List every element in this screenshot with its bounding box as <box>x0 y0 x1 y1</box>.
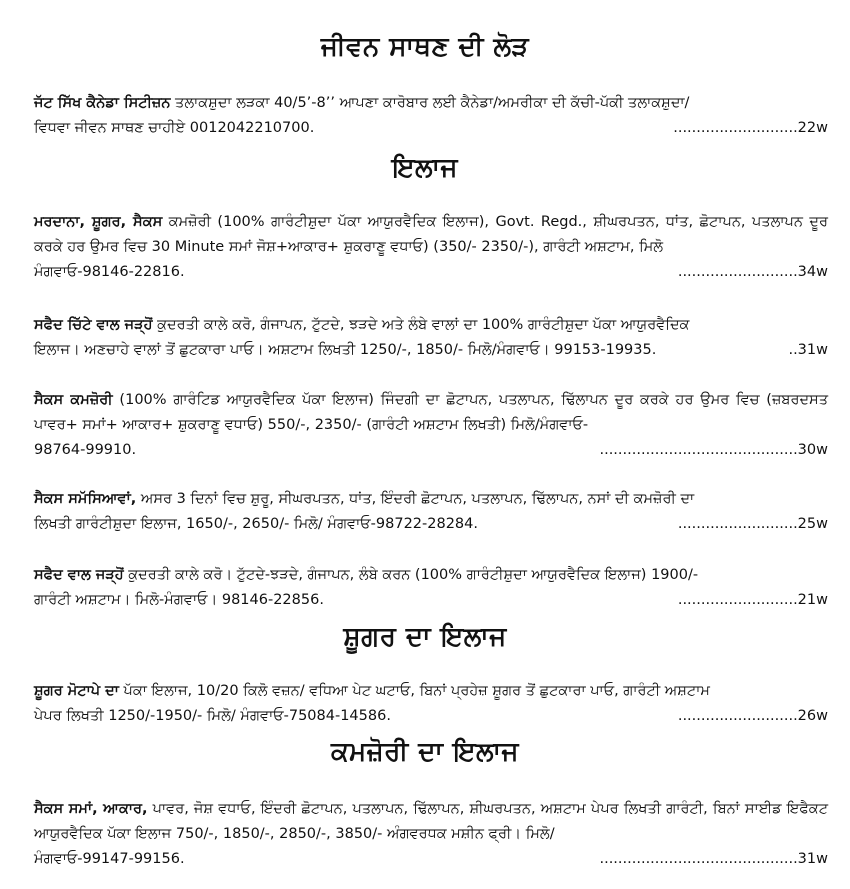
section-heading-matrimonial: ਜੀਵਨ ਸਾਥਣ ਦੀ ਲੋੜ <box>320 32 530 62</box>
ad-tail: ਮੰਗਵਾਓ-98146-22816. <box>34 264 185 280</box>
ad-last-line <box>34 704 828 729</box>
section-heading-treatment: ਇਲਾਜ <box>391 153 459 183</box>
ad-code: ..........................21w <box>677 592 828 608</box>
ad-lead: ਸਫੈਦ ਵਾਲ ਜੜ੍ਹੋਂ <box>34 567 124 583</box>
ad-body: ਪੱਕਾ ਇਲਾਜ, 10/20 ਕਿਲੋ ਵਜ਼ਨ/ ਵਧਿਆ ਪੇਟ ਘਟਾਓ, ਬਿਨਾਂ ਪ੍ਰਹੇਜ਼ ਸ਼ੂਗਰ ਤੋਂ ਛੁਟਕਾਰਾ ਪਾਓ, ਗਾਰੰਟੀ ਅਸ਼ਟਾਮ <box>118 683 710 699</box>
ad-tail: ਪੇਪਰ ਲਿਖਤੀ 1250/-1950/- ਮਿਲੋ/ ਮੰਗਵਾਓ-75084-14586. <box>34 708 391 724</box>
ad-code: ...........................................31w <box>599 851 828 867</box>
section-heading-weakness-treatment: ਕਮਜ਼ੋਰੀ ਦਾ ਇਲਾਜ <box>330 737 520 767</box>
classified-ad <box>34 563 828 613</box>
ad-lead: ਸੈਕਸ ਸਮਾਂ, ਆਕਾਰ, <box>34 801 148 817</box>
ad-body: ਅਸਰ 3 ਦਿਨਾਂ ਵਿਚ ਸ਼ੁਰੂ, ਸੀਘਰਪਤਨ, ਧਾਂਤ, ਇੰਦਰੀ ਛੋਟਾਪਨ, ਪਤਲਾਪਨ, ਢਿੱਲਾਪਨ, ਨਸਾਂ ਦੀ ਕਮਜ਼ੋਰੀ ਦਾ <box>136 491 695 507</box>
classified-ad <box>34 797 828 872</box>
ad-tail: ਗਾਰੰਟੀ ਅਸ਼ਟਾਮ। ਮਿਲੋ-ਮੰਗਵਾਓ। 98146-22856. <box>34 592 324 608</box>
ad-code: ...........................22w <box>673 120 828 136</box>
ad-lead: ਸੈਕਸ ਕਮਜ਼ੋਰੀ <box>34 392 113 408</box>
ad-last-line <box>34 512 828 537</box>
classified-ad <box>34 487 828 537</box>
classified-ad <box>34 91 828 141</box>
ad-lead: ਸ਼ੂਗਰ ਮੋਟਾਪੇ ਦਾ <box>34 683 119 699</box>
classified-ad <box>34 210 828 285</box>
ad-lead: ਸੈਕਸ ਸਮੱਸਿਆਵਾਂ, <box>34 491 137 507</box>
ad-body: (100% ਗਾਰੰਟਿਡ ਆਯੁਰਵੈਦਿਕ ਪੱਕਾ ਇਲਾਜ) ਜਿੰਦਗੀ ਦਾ ਛੋਟਾਪਨ, ਪਤਲਾਪਨ, ਢਿੱਲਾਪਨ ਦੂਰ ਕਰਕੇ ਹਰ ਉਮਰ ਵਿਚ (ਜ਼ਬਰਦਸਤ ਪਾਵਰ+ ਸਮਾਂ+ ਆਕਾਰ+ ਸ਼ੁਕਰਾਣੂ ਵਧਾਓ) 550/-, 2350/- (ਗਾਰੰਟੀ ਅਸ਼ਟਾਮ ਲਿਖਤੀ) ਮਿਲੋ/ਮੰਗਵਾਓ- <box>34 392 828 433</box>
ad-body: ਕਮਜ਼ੋਰੀ (100% ਗਾਰੰਟੀਸ਼ੁਦਾ ਪੱਕਾ ਆਯੁਰਵੈਦਿਕ ਇਲਾਜ), Govt. Regd., ਸ਼ੀਘਰਪਤਨ, ਧਾਂਤ, ਛੋਟਾਪਨ, ਪਤਲਾਪਨ ਦੂਰ ਕਰਕੇ ਹਰ ਉਮਰ ਵਿਚ 30 Minute ਸਮਾਂ ਜੋਸ਼+ਆਕਾਰ+ ਸ਼ੁਕਰਾਣੂ ਵਧਾਓ) (350/- 2350/-), ਗਾਰੰਟੀ ਅਸ਼ਟਾਮ, ਮਿਲੋ <box>34 214 829 255</box>
ad-last-line <box>34 338 828 363</box>
ad-last-line <box>34 260 828 285</box>
ad-tail: ਇਲਾਜ। ਅਣਚਾਹੇ ਵਾਲਾਂ ਤੋਂ ਛੁਟਕਾਰਾ ਪਾਓ। ਅਸ਼ਟਾਮ ਲਿਖਤੀ 1250/-, 1850/- ਮਿਲੋ/ਮੰਗਵਾਓ। 99153-19935. <box>34 342 657 358</box>
ad-body: ਕੁਦਰਤੀ ਕਾਲੇ ਕਰੋ। ਟੁੱਟਦੇ-ਝੜਦੇ, ਗੰਜਾਪਨ, ਲੰਬੇ ਕਰਨ (100% ਗਾਰੰਟੀਸ਼ੁਦਾ ਆਯੁਰਵੈਦਿਕ ਇਲਾਜ) 1900/- <box>123 567 699 583</box>
ad-code: ..31w <box>788 342 828 358</box>
classified-ad <box>34 313 828 363</box>
ad-tail: ਮੰਗਵਾਓ-99147-99156. <box>34 851 185 867</box>
ad-tail: 98764-99910. <box>34 442 137 458</box>
ad-code: ...........................................30w <box>599 442 828 458</box>
classified-ad <box>34 388 828 463</box>
ad-last-line <box>34 847 828 872</box>
ad-last-line <box>34 438 828 463</box>
ad-body: ਤਲਾਕਸ਼ੁਦਾ ਲੜਕਾ 40/5’-8’’ ਆਪਣਾ ਕਾਰੋਬਾਰ ਲਈ ਕੈਨੇਡਾ/ਅਮਰੀਕਾ ਦੀ ਕੱਚੀ-ਪੱਕੀ ਤਲਾਕਸ਼ੁਦਾ/ <box>170 95 690 111</box>
ad-body: ਪਾਵਰ, ਜੋਸ਼ ਵਧਾਓ, ਇੰਦਰੀ ਛੋਟਾਪਨ, ਪਤਲਾਪਨ, ਢਿੱਲਾਪਨ, ਸ਼ੀਘਰਪਤਨ, ਅਸ਼ਟਾਮ ਪੇਪਰ ਲਿਖਤੀ ਗਾਰੰਟੀ, ਬਿਨਾਂ ਸਾਈਡ ਇਫੈਕਟ ਆਯੁਰਵੈਦਿਕ ਪੱਕਾ ਇਲਾਜ 750/-, 1850/-, 2850/-, 3850/- ਅੰਗਵਰਧਕ ਮਸ਼ੀਨ ਫ੍ਰੀ। ਮਿਲੋ/ <box>34 801 828 842</box>
ad-code: ..........................26w <box>677 708 828 724</box>
ad-lead: ਜੱਟ ਸਿੱਖ ਕੈਨੇਡਾ ਸਿਟੀਜ਼ਨ <box>34 95 171 111</box>
section-heading-sugar-treatment: ਸ਼ੂਗਰ ਦਾ ਇਲਾਜ <box>343 622 507 652</box>
ad-lead: ਮਰਦਾਨਾ, ਸ਼ੂਗਰ, ਸੈਕਸ <box>34 214 163 230</box>
ad-last-line <box>34 588 828 613</box>
ad-tail: ਲਿਖਤੀ ਗਾਰੰਟੀਸ਼ੁਦਾ ਇਲਾਜ, 1650/-, 2650/- ਮਿਲੋ/ ਮੰਗਵਾਓ-98722-28284. <box>34 516 478 532</box>
ad-lead: ਸਫੈਦ ਚਿੱਟੇ ਵਾਲ ਜੜ੍ਹੋਂ <box>34 317 153 333</box>
ad-code: ..........................25w <box>677 516 828 532</box>
classified-ad <box>34 679 828 729</box>
ad-tail: ਵਿਧਵਾ ਜੀਵਨ ਸਾਥਣ ਚਾਹੀਏ 0012042210700. <box>34 120 315 136</box>
ad-body: ਕੁਦਰਤੀ ਕਾਲੇ ਕਰੋ, ਗੰਜਾਪਨ, ਟੁੱਟਦੇ, ਝੜਦੇ ਅਤੇ ਲੰਬੇ ਵਾਲਾਂ ਦਾ 100% ਗਾਰੰਟੀਸ਼ੁਦਾ ਪੱਕਾ ਆਯੁਰਵੈਦਿਕ <box>152 317 690 333</box>
ad-code: ..........................34w <box>677 264 828 280</box>
ad-last-line <box>34 116 828 141</box>
